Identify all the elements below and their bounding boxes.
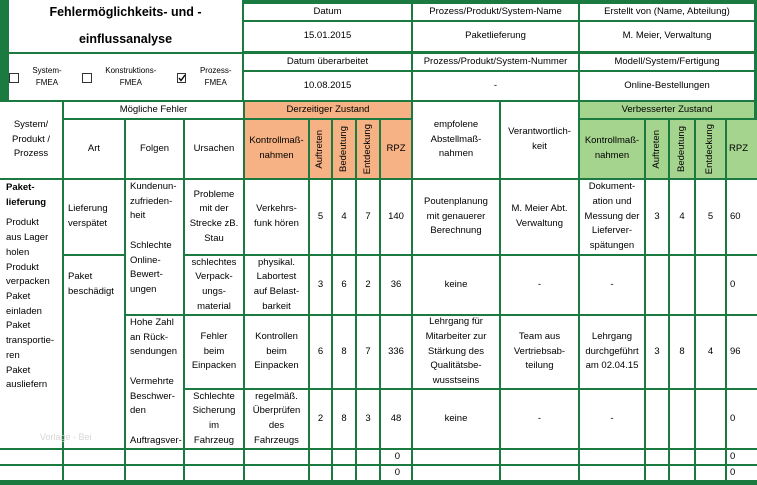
- row-5-ursachen[interactable]: [185, 450, 243, 464]
- row-1-rpz[interactable]: 140: [381, 180, 411, 254]
- checkbox-prozess-fmea[interactable]: Prozess-FMEA: [177, 65, 242, 90]
- modell-value[interactable]: Online-Bestellungen: [580, 72, 754, 100]
- check-icon: [178, 74, 186, 82]
- row-3-entdeckung[interactable]: 7: [357, 316, 379, 388]
- row-1-kontroll2[interactable]: Dokument- ation und Messung der Lieferver- spätungen: [580, 180, 644, 254]
- row-5-verantwortlich[interactable]: [501, 450, 578, 464]
- row-6-auftreten2[interactable]: [646, 466, 668, 480]
- empty-cell[interactable]: [126, 466, 183, 480]
- row-5-bedeutung2[interactable]: [670, 450, 694, 464]
- row-5-rpz2[interactable]: 0: [727, 450, 757, 464]
- row-3-bedeutung2[interactable]: 8: [670, 316, 694, 388]
- row-3-ursachen[interactable]: Fehler beim Einpacken: [185, 316, 243, 388]
- folgen-cell-2[interactable]: Hohe Zahl an Rück- sendungen Vermehrte Beschwer- den Auftragsver-: [126, 316, 183, 448]
- row-3-entdeckung2[interactable]: 4: [696, 316, 725, 388]
- col-entdeckung2: [696, 120, 725, 178]
- row-4-auftreten[interactable]: 2: [310, 390, 331, 448]
- col-rpz: RPZ: [381, 120, 411, 178]
- col-kontroll2: Kontrollmaß- nahmen: [580, 120, 644, 178]
- system-steps: Produkt aus Lager holen Produkt verpacken Paket einladen Paket transportie- ren Paket ausliefern: [6, 217, 55, 391]
- row-1-entdeckung[interactable]: 7: [357, 180, 379, 254]
- row-6-kontroll2[interactable]: [580, 466, 644, 480]
- row-1-verantwortlich[interactable]: M. Meier Abt. Verwaltung: [501, 180, 578, 254]
- fmea-type-panel: [9, 54, 242, 100]
- col-bedeutung-label: Bedeutung: [337, 126, 349, 172]
- prozess-nummer-label: Prozess/Produkt/System-Nummer: [413, 54, 578, 70]
- row-3-empfohlen[interactable]: Lehrgang für Mitarbeiter zur Stärkung des Qualitätsbe- wusstseins: [413, 316, 499, 388]
- row-3-kontroll[interactable]: Kontrollen beim Einpacken: [245, 316, 308, 388]
- row-4-ursachen[interactable]: Schlechte Sicherung im Fahrzeug: [185, 390, 243, 448]
- row-6-bedeutung[interactable]: [333, 466, 355, 480]
- col-derzeitiger-zustand: Derzeitiger Zustand: [245, 102, 411, 118]
- checkbox-system-fmea[interactable]: System-FMEA: [9, 65, 72, 90]
- col-auftreten2: [646, 120, 668, 178]
- datum-value[interactable]: 15.01.2015: [244, 22, 411, 51]
- row-5-entdeckung[interactable]: [357, 450, 379, 464]
- empty-cell[interactable]: [64, 466, 124, 480]
- row-4-rpz[interactable]: 48: [381, 390, 411, 448]
- row-5-bedeutung[interactable]: [333, 450, 355, 464]
- row-2-rpz2[interactable]: 0: [727, 256, 757, 314]
- row-6-entdeckung2[interactable]: [696, 466, 725, 480]
- row-2-kontroll2[interactable]: -: [580, 256, 644, 314]
- row-4-entdeckung[interactable]: 3: [357, 390, 379, 448]
- empty-cell[interactable]: [0, 450, 62, 464]
- row-5-kontroll[interactable]: [245, 450, 308, 464]
- row-2-kontroll[interactable]: physikal. Labortest auf Belast- barkeit: [245, 256, 308, 314]
- col-system: System/ Produkt / Prozess: [0, 102, 62, 178]
- col-auftreten: [310, 120, 331, 178]
- col-ursachen: Ursachen: [185, 120, 243, 178]
- checkbox-box[interactable]: [82, 73, 92, 83]
- col-entdeckung-label: Entdeckung: [361, 123, 373, 175]
- col-moegliche-fehler: Mögliche Fehler: [64, 102, 243, 118]
- col-auftreten-label: Auftreten: [314, 129, 326, 169]
- checkbox-box-checked[interactable]: [177, 73, 187, 83]
- row-1-bedeutung[interactable]: 4: [333, 180, 355, 254]
- row-5-kontroll2[interactable]: [580, 450, 644, 464]
- row-4-kontroll[interactable]: regelmäß. Überprüfen des Fahrzeugs: [245, 390, 308, 448]
- row-1-auftreten2[interactable]: 3: [646, 180, 668, 254]
- row-2-bedeutung2[interactable]: [670, 256, 694, 314]
- row-6-ursachen[interactable]: [185, 466, 243, 480]
- row-6-kontroll[interactable]: [245, 466, 308, 480]
- col-rpz2: RPZ: [727, 120, 757, 178]
- row-5-auftreten2[interactable]: [646, 450, 668, 464]
- row-2-entdeckung2[interactable]: [696, 256, 725, 314]
- row-3-rpz2[interactable]: 96: [727, 316, 757, 388]
- erstellt-value[interactable]: M. Meier, Verwaltung: [580, 22, 754, 51]
- ueberarbeitet-value[interactable]: 10.08.2015: [244, 72, 411, 100]
- col-art: Art: [64, 120, 124, 178]
- row-3-auftreten2[interactable]: 3: [646, 316, 668, 388]
- col-empfohlene: empfolene Abstellmaß- nahmen: [413, 102, 499, 178]
- row-1-bedeutung2[interactable]: 4: [670, 180, 694, 254]
- row-6-auftreten[interactable]: [310, 466, 331, 480]
- row-2-verantwortlich[interactable]: -: [501, 256, 578, 314]
- art-cell-2[interactable]: Paket beschädigt: [64, 256, 124, 448]
- row-3-auftreten[interactable]: 6: [310, 316, 331, 388]
- col-bedeutung: [333, 120, 355, 178]
- row-3-bedeutung[interactable]: 8: [333, 316, 355, 388]
- row-2-auftreten[interactable]: 3: [310, 256, 331, 314]
- col-folgen: Folgen: [126, 120, 183, 178]
- row-4-empfohlen[interactable]: keine: [413, 390, 499, 448]
- row-5-entdeckung2[interactable]: [696, 450, 725, 464]
- row-4-kontroll2[interactable]: -: [580, 390, 644, 448]
- row-4-verantwortlich[interactable]: -: [501, 390, 578, 448]
- col-verbesserter-zustand: Verbesserter Zustand: [580, 102, 754, 118]
- prozess-name-value[interactable]: Paketlieferung: [413, 22, 578, 51]
- row-3-rpz[interactable]: 336: [381, 316, 411, 388]
- system-title: Paket- lieferung: [6, 182, 47, 208]
- col-entdeckung: [357, 120, 379, 178]
- row-4-entdeckung2[interactable]: [696, 390, 725, 448]
- row-1-entdeckung2[interactable]: 5: [696, 180, 725, 254]
- empty-cell[interactable]: [126, 450, 183, 464]
- folgen-cell-1[interactable]: Kundenun- zufrieden- heit Schlechte Online- Bewert- ungen: [126, 180, 183, 314]
- row-1-auftreten[interactable]: 5: [310, 180, 331, 254]
- col-bedeutung2: [670, 120, 694, 178]
- system-cell[interactable]: [0, 180, 62, 448]
- row-6-rpz2[interactable]: 0: [727, 466, 757, 480]
- row-6-verantwortlich[interactable]: [501, 466, 578, 480]
- modell-label: Modell/System/Fertigung: [580, 54, 754, 70]
- sheet-title: Fehlermöglichkeits- und - einflussanalyse: [9, 0, 242, 52]
- watermark: Vorlage - Bei: [40, 432, 92, 442]
- row-2-bedeutung[interactable]: 6: [333, 256, 355, 314]
- row-2-rpz[interactable]: 36: [381, 256, 411, 314]
- row-3-verantwortlich[interactable]: Team aus Vertriebsab- teilung: [501, 316, 578, 388]
- prozess-name-label: Prozess/Produkt/System-Name: [413, 4, 578, 20]
- row-1-empfohlen[interactable]: Poutenplanung mit genauerer Berechnung: [413, 180, 499, 254]
- row-6-bedeutung2[interactable]: [670, 466, 694, 480]
- prozess-nummer-value[interactable]: -: [413, 72, 578, 100]
- datum-label: Datum: [244, 4, 411, 20]
- empty-cell[interactable]: [0, 466, 62, 480]
- row-6-entdeckung[interactable]: [357, 466, 379, 480]
- row-1-rpz2[interactable]: 60: [727, 180, 757, 254]
- col-verantwortlich: Verantwortlich- keit: [501, 102, 578, 178]
- empty-cell[interactable]: [64, 450, 124, 464]
- row-3-kontroll2[interactable]: Lehrgang durchgeführt am 02.04.15: [580, 316, 644, 388]
- row-6-empfohlen[interactable]: [413, 466, 499, 480]
- row-1-ursachen[interactable]: Probleme mit der Strecke zB. Stau: [185, 180, 243, 254]
- row-6-rpz[interactable]: 0: [381, 466, 411, 480]
- row-5-auftreten[interactable]: [310, 450, 331, 464]
- erstellt-label: Erstellt von (Name, Abteilung): [580, 4, 754, 20]
- row-2-entdeckung[interactable]: 2: [357, 256, 379, 314]
- row-2-empfohlen[interactable]: keine: [413, 256, 499, 314]
- checkbox-konstruktions-fmea[interactable]: Konstruktions-FMEA: [82, 65, 166, 90]
- row-1-kontroll[interactable]: Verkehrs- funk hören: [245, 180, 308, 254]
- col-kontroll: Kontrollmaß- nahmen: [245, 120, 308, 178]
- ueberarbeitet-label: Datum überarbeitet: [244, 54, 411, 70]
- row-5-rpz[interactable]: 0: [381, 450, 411, 464]
- col-auftreten2-label: Auftreten: [650, 129, 662, 169]
- row-4-auftreten2[interactable]: [646, 390, 668, 448]
- row-4-bedeutung[interactable]: 8: [333, 390, 355, 448]
- art-cell-1[interactable]: Lieferung verspätet: [64, 180, 124, 254]
- row-4-bedeutung2[interactable]: [670, 390, 694, 448]
- row-4-rpz2[interactable]: 0: [727, 390, 757, 448]
- checkbox-box[interactable]: [9, 73, 19, 83]
- col-bedeutung2-label: Bedeutung: [675, 126, 687, 172]
- row-5-empfohlen[interactable]: [413, 450, 499, 464]
- col-entdeckung2-label: Entdeckung: [704, 123, 716, 175]
- row-2-ursachen[interactable]: schlechtes Verpack- ungs- material: [185, 256, 243, 314]
- row-2-auftreten2[interactable]: [646, 256, 668, 314]
